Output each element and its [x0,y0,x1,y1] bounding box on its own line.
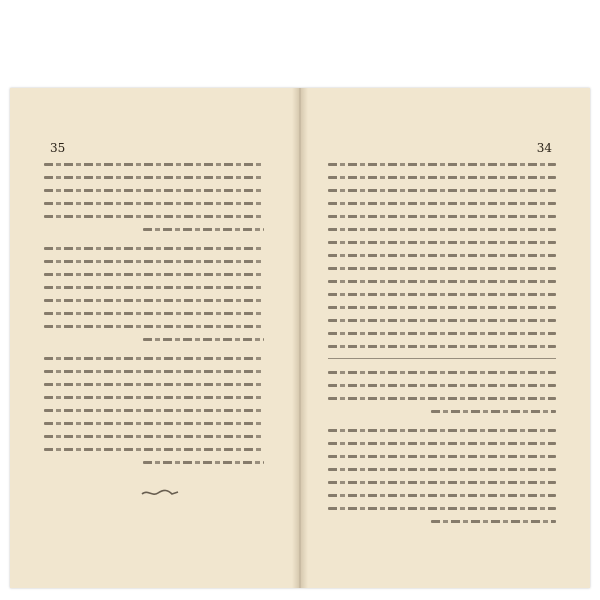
text-line [328,280,556,283]
text-line [328,345,556,348]
page-number-left: 35 [50,141,66,155]
right-page [300,88,590,588]
text-line [328,319,556,322]
text-line [328,507,556,510]
closing-signature-mark [140,488,180,498]
page-number-right: 34 [536,141,552,155]
text-line [44,396,264,399]
text-line [328,241,556,244]
text-line [328,455,556,458]
text-line [143,461,264,464]
text-line [328,267,556,270]
text-line [328,371,556,374]
right-page-text [328,163,556,533]
text-line [328,397,556,400]
text-line [328,254,556,257]
text-line [431,520,556,523]
text-line [328,494,556,497]
text-line [44,435,264,438]
text-line [328,468,556,471]
text-line [44,357,264,360]
text-line [431,410,556,413]
text-line [44,448,264,451]
text-line [328,429,556,432]
text-line [44,215,264,218]
text-line [44,383,264,386]
left-page [10,88,300,588]
text-line [328,202,556,205]
text-divider [328,358,556,359]
text-line [44,202,264,205]
text-line [44,189,264,192]
text-line [44,163,264,166]
text-line [44,176,264,179]
text-line [328,332,556,335]
text-line [328,163,556,166]
text-line [328,306,556,309]
text-line [44,247,264,250]
text-line [44,299,264,302]
text-line [44,370,264,373]
text-line [328,228,556,231]
book-spread [10,88,590,588]
text-line [328,189,556,192]
text-line [328,293,556,296]
left-page-text [44,163,264,474]
text-line [328,215,556,218]
text-line [44,273,264,276]
text-line [44,409,264,412]
text-line [328,442,556,445]
text-line [44,312,264,315]
text-line [44,325,264,328]
text-line [44,260,264,263]
text-line [328,384,556,387]
text-line [143,228,264,231]
text-line [328,176,556,179]
text-line [143,338,264,341]
text-line [44,422,264,425]
text-line [44,286,264,289]
text-line [328,481,556,484]
